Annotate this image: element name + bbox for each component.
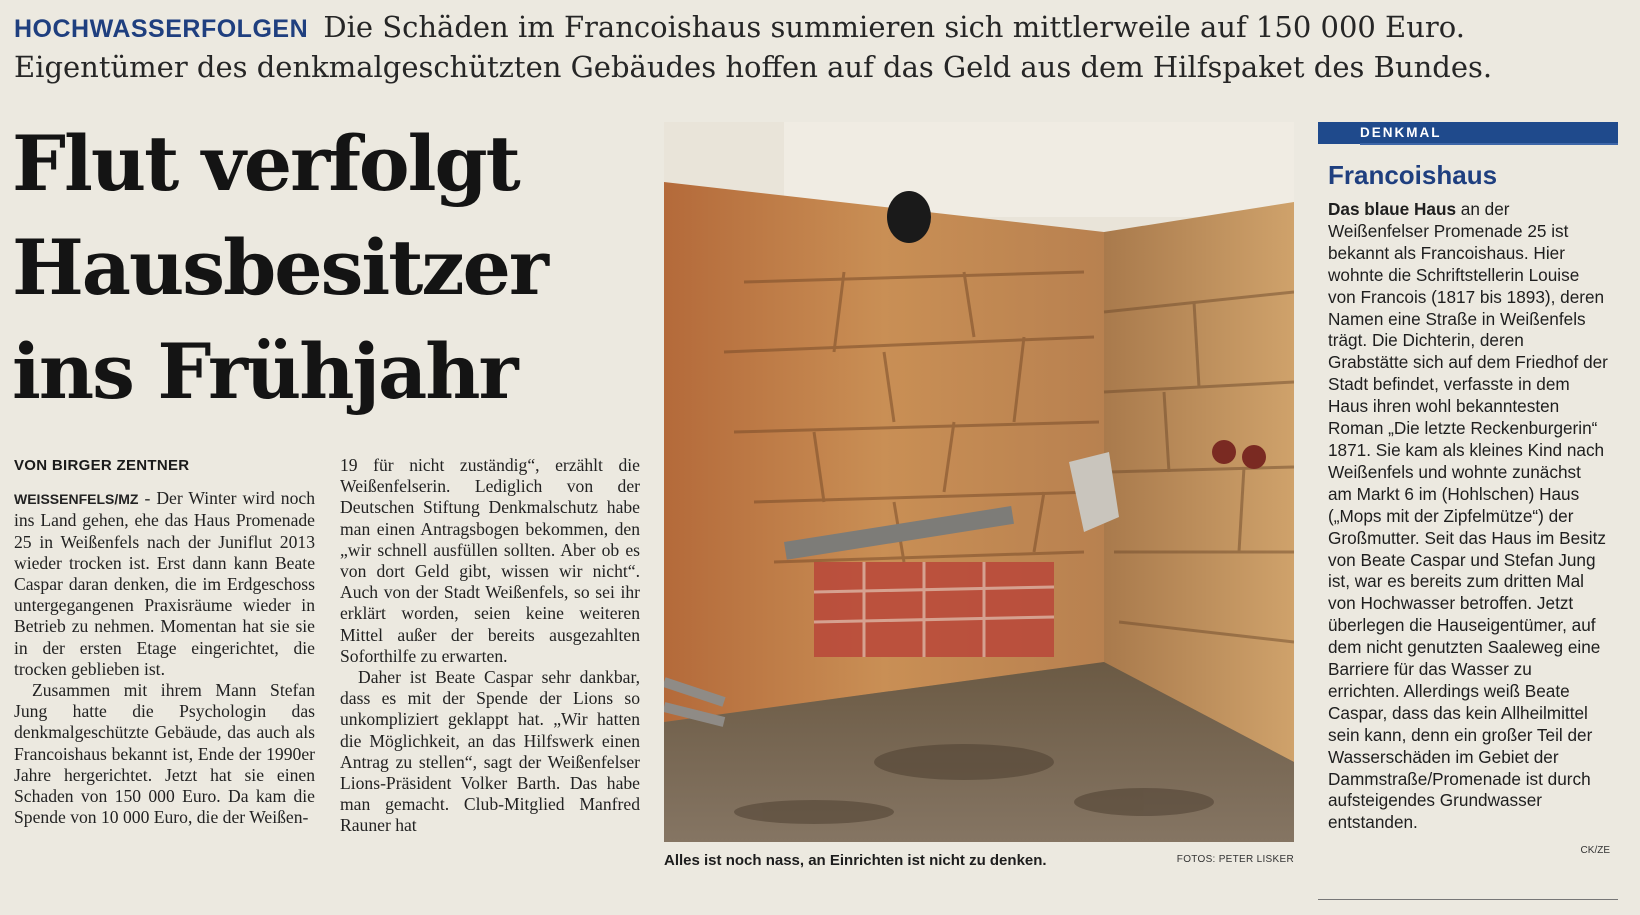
info-sidebar: [1318, 122, 1618, 902]
photo-credit: FOTOS: PETER LISKER: [1176, 854, 1294, 865]
photo-caption: [664, 852, 1294, 869]
paragraph-2: Zusammen mit ihrem Mann Stefan Jung hatte die Psychologin das denkmalgeschützte Gebäude, das auch als Francoishaus bekannt ist, Ende der 1990er Jahre hergerichtet. Jetzt hat sie einen Schaden von 150 000 Euro. Da kam die Spende von 10 000 Euro, die der Weißen-: [14, 680, 315, 828]
sidebar-body: [1318, 199, 1608, 834]
body-column-2: [340, 455, 640, 915]
article-subhead-block: [14, 8, 1614, 86]
paragraph-3: 19 für nicht zuständig“, erzählt die Weißenfelserin. Lediglich von der Deutschen Stiftung Denkmalschutz habe man einen Antragsbogen bekommen, den „wir schnell ausfüllen sollten. Aber ob es von dort Geld gibt, wissen wir nicht“. Auch von der Stadt Weißenfels, so sei ihr erklärt worden, seien keine weiteren Mittel außer der bereits ausgezahlten Soforthilfe zu erwarten.: [340, 455, 640, 666]
subhead-text: Die Schäden im Francoishaus summieren sich mittlerweile auf 150 000 Euro. Eigentümer des denkmalgeschützten Gebäudes hoffen auf das Geld aus dem Hilfspaket des Bundes.: [14, 10, 1493, 84]
headline-line-1: Flut verfolgt: [12, 119, 519, 208]
headline-line-3: ins Frühjahr: [12, 327, 517, 416]
headline-line-2: Hausbesitzer: [12, 223, 547, 312]
sidebar-bottom-rule: [1318, 899, 1618, 900]
paragraph-1-text: - Der Winter wird noch ins Land gehen, ehe das Haus Promenade 25 in Weißenfels nach der Juniflut 2013 wieder trocken ist. Erst dann kann Beate Caspar daran denken, die im Erdgeschoss untergegangenen Praxisräume wieder in Betrieb zu nehmen. Momentan hat sie sie in der ersten Etage eingerichtet, die trocken geblieben ist.: [14, 488, 315, 679]
paragraph-4: Daher ist Beate Caspar sehr dankbar, dass es mit der Spende der Lions so unkompliziert geklappt hat. „Wir hatten die Möglichkeit, an das Hilfswerk einen Antrag zu stellen“, sagt der Weißenfelser Lions-Präsident Volker Barth. Das habe man gemacht. Club-Mitglied Manfred Rauner hat: [340, 667, 640, 836]
flood-damage-photo: [664, 122, 1294, 842]
author-byline: VON BIRGER ZENTNER: [14, 457, 190, 474]
sidebar-signature: CK/ZE: [1580, 845, 1610, 856]
photo-illustration: [664, 122, 1294, 842]
kicker-label: HOCHWASSERFOLGEN: [14, 15, 309, 43]
headline: [12, 112, 612, 424]
paragraph-1: [14, 488, 315, 680]
caption-text: Alles ist noch nass, an Einrichten ist nicht zu denken.: [664, 852, 1047, 869]
sidebar-lead: Das blaue Haus: [1328, 199, 1456, 219]
dateline: WEISSENFELS/MZ: [14, 491, 139, 508]
body-column-1: [14, 455, 315, 915]
sidebar-band: DENKMAL: [1318, 122, 1618, 144]
sidebar-text: an der Weißenfelser Promenade 25 ist bekannt als Francoishaus. Hier wohnte die Schriftstellerin Louise von Francois (1817 bis 1893), deren Namen eine Straße in Weißenfels trägt. Die Dichterin, deren Grabstätte sich auf dem Friedhof der Stadt befindet, verfasste in dem Haus ihren wohl bekanntesten Roman „Die letzte Reckenburgerin“ 1871. Sie kam als kleines Kind nach Weißenfels und wohnte zunächst am Markt 6 im (Hohlschen) Haus („Mops mit der Zipfelmütze“) der Großmutter. Seit das Haus im Besitz von Beate Caspar und Stefan Jung ist, war es bereits zum dritten Mal von Hochwasser betroffen. Jetzt überlegen die Hauseigentümer, auf dem nicht genutzten Saaleweg eine Barriere für das Wasser zu errichten. Allerdings weiß Beate Caspar, dass das kein Allheilmittel sein kann, denn ein großer Teil der Wasserschäden im Gebiet der Dammstraße/Promenade ist durch aufsteigendes Grundwasser entstanden.: [1328, 199, 1608, 833]
show-through-texture: [960, 80, 1260, 120]
sidebar-title: Francoishaus: [1328, 160, 1498, 190]
